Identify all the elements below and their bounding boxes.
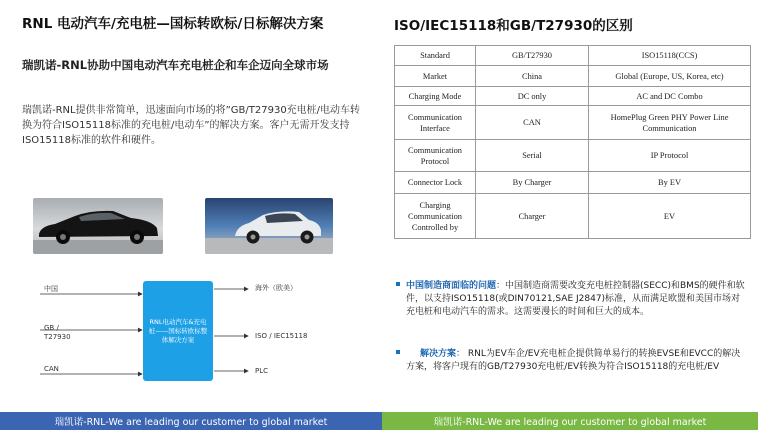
table-cell: By Charger	[476, 172, 589, 194]
table-row	[395, 46, 751, 66]
footer-left-text: 瑞凯诺-RNL-We are leading our customer to global market	[54, 417, 328, 428]
comparison-table	[394, 45, 751, 239]
diagram-input-gb-num: T27930	[44, 333, 71, 341]
table-cell: Communication Interface	[395, 106, 476, 140]
diagram-input-can: CAN	[44, 365, 59, 373]
bullet-solution-text: ： RNL为EV车企/EV充电桩企提供简单易行的转换EVSE和EVCC的解决方案，将客户现有的GB/T27930充电桩/EV转换为符合ISO15118的充电桩/EV	[406, 349, 741, 372]
table-cell: Charging Mode	[395, 87, 476, 106]
table-cell: CAN	[476, 106, 589, 140]
table-row	[395, 194, 751, 239]
diagram-output-iso: ISO / IEC15118	[255, 332, 308, 340]
left-subtitle: 瑞凯诺-RNL协助中国电动汽车充电桩企和车企迈向全球市场	[22, 58, 329, 72]
table-row	[395, 66, 751, 87]
bullet-problem-text: ：中国制造商需要改变充电桩控制器(SECC)和BMS的硬件和软件，以支持ISO15118(或DIN70121,SAE J2847)标准，从而满足欧盟和美国市场对充电桩和电动汽车的需求。这需要漫长的时间和巨大的成本。	[406, 281, 745, 317]
table-cell: By EV	[589, 172, 751, 194]
table-cell: ISO15118(CCS)	[589, 46, 751, 66]
page-title-left: RNL 电动汽车/充电桩—国标转欧标/日标解决方案	[22, 16, 324, 32]
table-row	[395, 106, 751, 140]
footer-left-bar	[0, 412, 382, 430]
table-row	[395, 87, 751, 106]
table-cell: Connector Lock	[395, 172, 476, 194]
bullet-square-icon	[396, 282, 400, 286]
diagram-output-plc: PLC	[255, 367, 269, 375]
diagram-output-overseas: 海外（欧美）	[255, 284, 297, 292]
table-cell: EV	[589, 194, 751, 239]
bullet-solution	[406, 348, 746, 374]
suv-image	[205, 198, 333, 254]
table-cell: Charging Communication Controlled by	[395, 194, 476, 239]
diagram-input-gb: GB /	[44, 324, 59, 332]
table-cell: Communication Protocol	[395, 140, 476, 172]
solution-box-label: RNL电动汽车&充电桩——国标转欧标整体解决方案	[148, 317, 208, 344]
white-suv-icon	[205, 198, 333, 254]
table-row	[395, 140, 751, 172]
table-cell: DC only	[476, 87, 589, 106]
diagram-input-china: 中国	[44, 285, 58, 293]
table-cell: AC and DC Combo	[589, 87, 751, 106]
bullet-square-icon	[396, 350, 400, 354]
left-paragraph: 瑞凯诺-RNL提供非常简单，迅速面向市场的将”GB/T27930充电桩/电动车转换为符合ISO15118标准的充电桩/电动车”的解决方案。客户无需开发支持ISO15118标准的软件和硬件。	[22, 105, 361, 146]
bullet-problem	[406, 280, 746, 319]
bullet-solution-label: 解决方案	[420, 349, 457, 359]
table-cell: HomePlug Green PHY Power Line Communication	[589, 106, 751, 140]
table-cell: Standard	[395, 46, 476, 66]
black-sedan-icon	[33, 198, 163, 254]
page-title-right: ISO/IEC15118和GB/T27930的区别	[394, 18, 633, 34]
table-cell: IP Protocol	[589, 140, 751, 172]
black-sedan-image	[33, 198, 163, 254]
table-cell: GB/T27930	[476, 46, 589, 66]
table-cell: China	[476, 66, 589, 87]
footer-right-text: 瑞凯诺-RNL-We are leading our customer to global market	[433, 417, 707, 428]
table-cell: Serial	[476, 140, 589, 172]
table-cell: Charger	[476, 194, 589, 239]
table-row	[395, 172, 751, 194]
bullet-problem-label: 中国制造商面临的问题	[406, 281, 497, 291]
solution-box	[143, 281, 213, 381]
table-cell: Market	[395, 66, 476, 87]
footer-right-bar	[382, 412, 758, 430]
table-cell: Global (Europe, US, Korea, etc)	[589, 66, 751, 87]
